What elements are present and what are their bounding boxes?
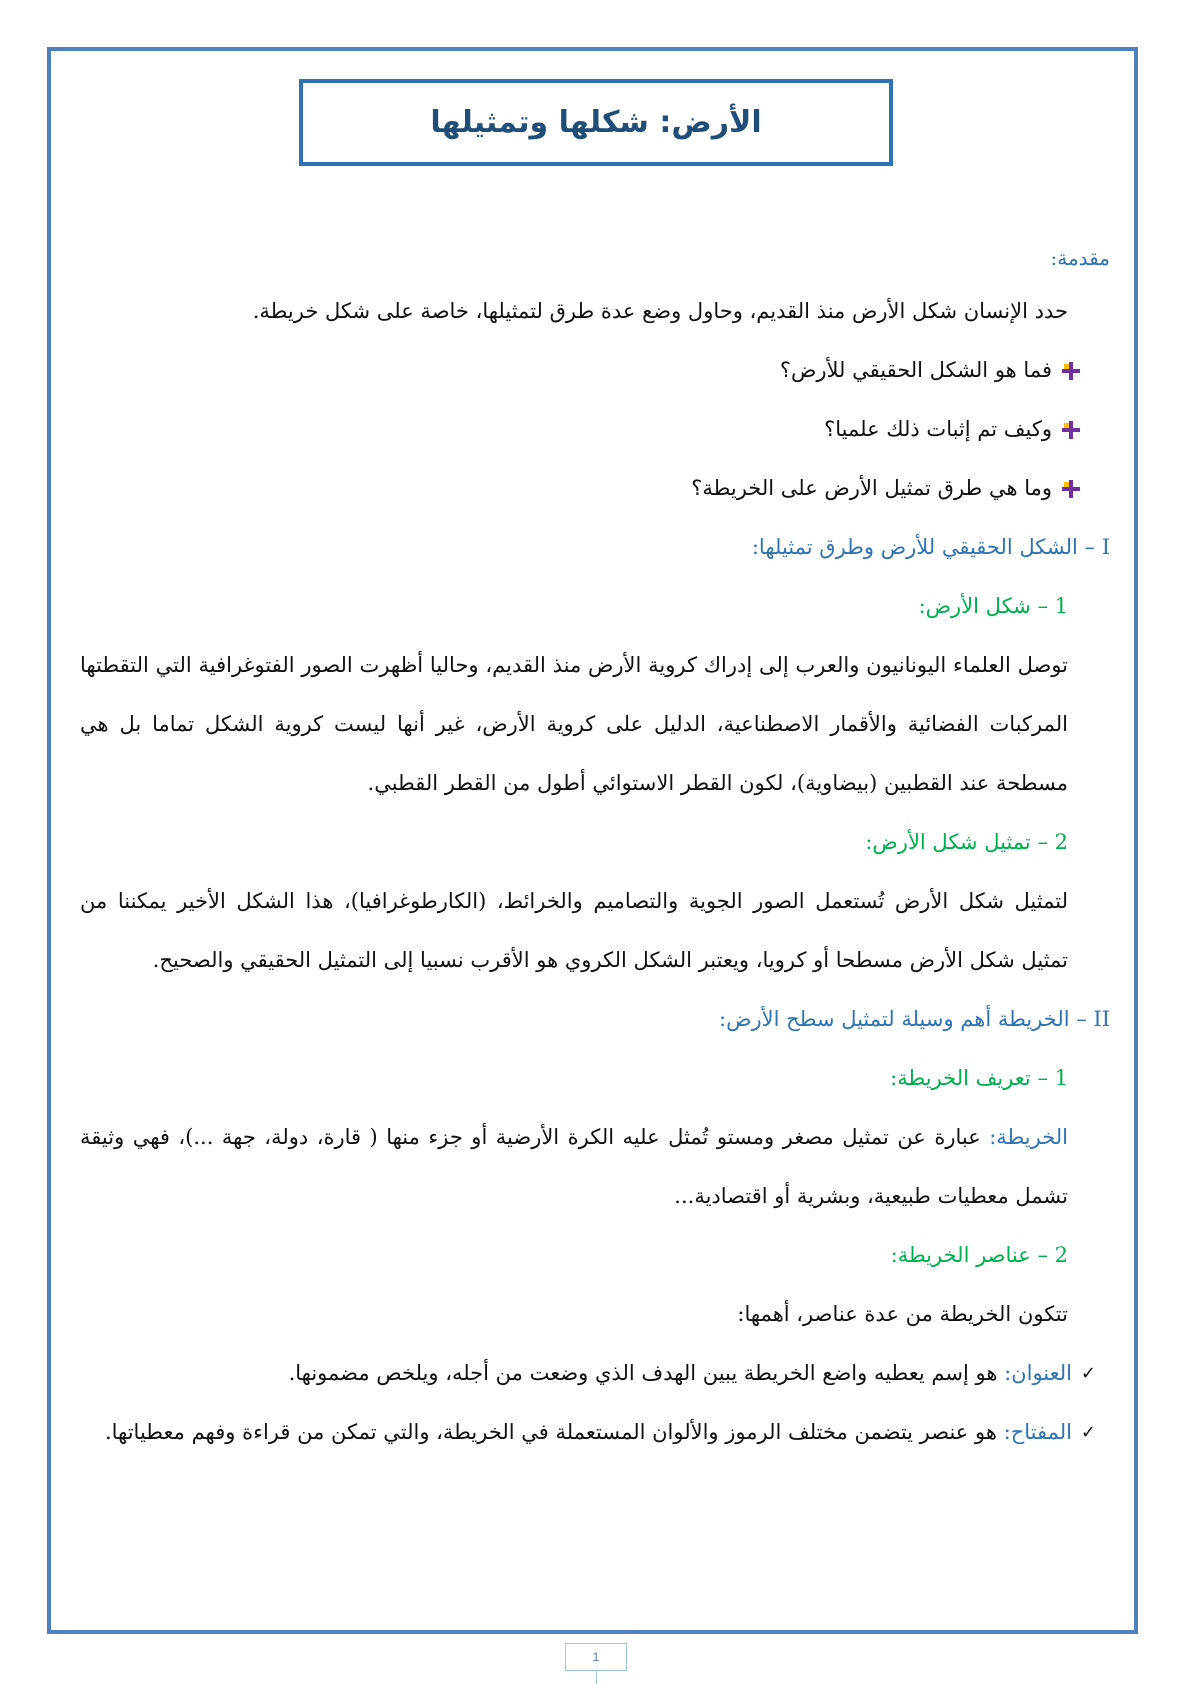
section-1-heading: I – الشكل الحقيقي للأرض وطرق تمثيلها: bbox=[751, 535, 1110, 559]
plus-bullet-icon bbox=[1062, 421, 1080, 439]
section-2-2-heading: 2 – عناصر الخريطة: bbox=[890, 1243, 1068, 1267]
question-text: فما هو الشكل الحقيقي للأرض؟ bbox=[779, 358, 1052, 382]
map-definition-paragraph bbox=[80, 1108, 1110, 1226]
earth-representation-paragraph: لتمثيل شكل الأرض تُستعمل الصور الجوية والتصاميم والخرائط، (الكارطوغرافيا)، هذا الشكل الأخير يمكننا من تمثيل شكل الأرض مسطحا أو كرويا، ويعتبر الشكل الكروي هو الأقرب نسبيا إلى التمثيل الحقيقي والصحيح. bbox=[80, 889, 1068, 972]
checkmark-icon: ✓ bbox=[1080, 1422, 1096, 1443]
map-term: الخريطة: bbox=[989, 1125, 1068, 1149]
map-elements-intro: تتكون الخريطة من عدة عناصر، أهمها: bbox=[737, 1302, 1068, 1326]
map-definition-text: عبارة عن تمثيل مصغر ومستو تُمثل عليه الكرة الأرضية أو جزء منها ( قارة، دولة، جهة ...)، فهي وثيقة تشمل معطيات طبيعية، وبشرية أو اقتصادية... bbox=[80, 1125, 1068, 1208]
checkmark-icon: ✓ bbox=[1080, 1363, 1096, 1384]
map-element-term: المفتاح: bbox=[1003, 1420, 1072, 1444]
map-element-text: هو إسم يعطيه واضع الخريطة يبين الهدف الذي وضعت من أجله، ويلخص مضمونها. bbox=[288, 1361, 1005, 1385]
map-element-text: هو عنصر يتضمن مختلف الرموز والألوان المستعملة في الخريطة، والتي تمكن من قراءة وفهم معطياتها. bbox=[104, 1420, 1004, 1444]
page-title: الأرض: شكلها وتمثيلها bbox=[430, 105, 762, 140]
map-element-term: العنوان: bbox=[1004, 1361, 1072, 1385]
section-2-1-heading: 1 – تعريف الخريطة: bbox=[890, 1066, 1068, 1090]
map-element-item bbox=[80, 1403, 1110, 1462]
plus-bullet-icon bbox=[1062, 480, 1080, 498]
question-item bbox=[80, 459, 1110, 518]
section-1-1-heading: 1 – شكل الأرض: bbox=[918, 594, 1068, 618]
intro-heading: مقدمة: bbox=[1050, 246, 1110, 270]
section-2-heading: II – الخريطة أهم وسيلة لتمثيل سطح الأرض: bbox=[719, 1007, 1110, 1031]
section-1-2-heading: 2 – تمثيل شكل الأرض: bbox=[865, 830, 1068, 854]
page-number-connector bbox=[596, 1671, 597, 1684]
plus-bullet-icon bbox=[1062, 362, 1080, 380]
map-element-item bbox=[80, 1344, 1110, 1403]
question-item bbox=[80, 400, 1110, 459]
question-text: وكيف تم إثبات ذلك علميا؟ bbox=[824, 417, 1052, 441]
document-body bbox=[80, 238, 1110, 1462]
page-number: 1 bbox=[565, 1643, 627, 1671]
question-text: وما هي طرق تمثيل الأرض على الخريطة؟ bbox=[691, 476, 1052, 500]
intro-paragraph: حدد الإنسان شكل الأرض منذ القديم، وحاول وضع عدة طرق لتمثيلها، خاصة على شكل خريطة. bbox=[252, 299, 1068, 323]
question-item bbox=[80, 341, 1110, 400]
earth-shape-paragraph: توصل العلماء اليونانيون والعرب إلى إدراك كروية الأرض منذ القديم، وحاليا أظهرت الصور الفتوغرافية التي التقطتها المركبات الفضائية والأقمار الاصطناعية، الدليل على كروية الأرض، غير أنها ليست كروية الشكل تماما بل هي مسطحة عند القطبين (بيضاوية)، لكون القطر الاستوائي أطول من القطر القطبي. bbox=[80, 653, 1068, 795]
title-box bbox=[299, 79, 893, 166]
